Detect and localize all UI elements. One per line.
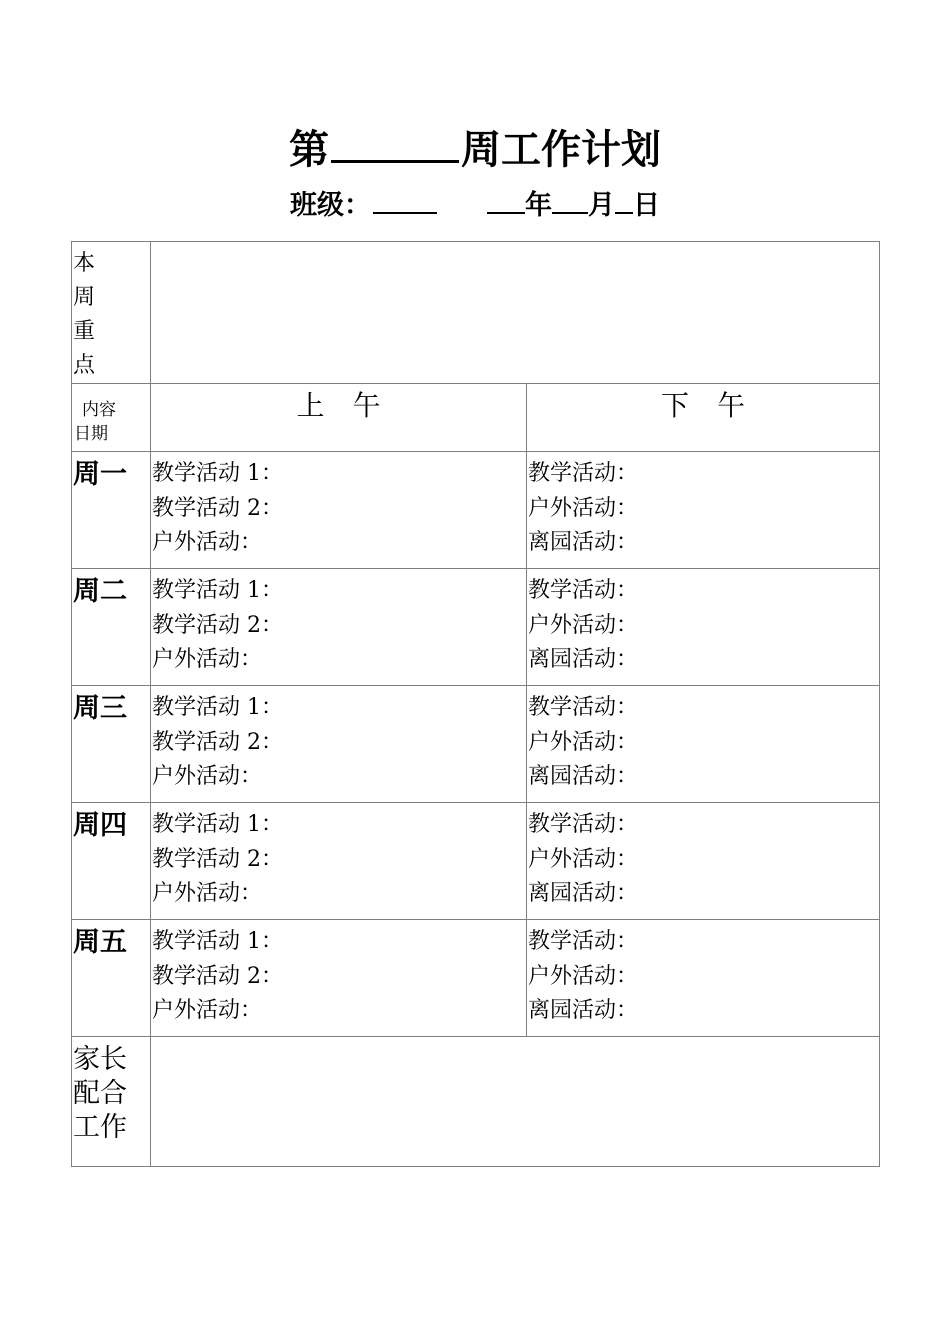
activity-line: 教学活动 1： — [152, 461, 283, 486]
title-suffix: 周工作计划 — [461, 127, 661, 173]
day-blank — [615, 186, 633, 214]
day-label: 日 — [633, 190, 660, 221]
day-name: 周一 — [73, 459, 127, 490]
parent-label-line: 工作 — [73, 1112, 127, 1143]
activity-line: 户外活动： — [528, 846, 639, 872]
activity-line: 教学活动 2： — [152, 612, 283, 638]
day-name: 周四 — [73, 810, 127, 841]
focus-char: 本 — [73, 251, 96, 276]
afternoon-cell — [527, 803, 880, 920]
afternoon-cell — [527, 569, 880, 686]
day-row — [72, 803, 880, 920]
activity-line: 教学活动： — [528, 461, 639, 486]
month-label: 月 — [588, 190, 615, 221]
focus-char: 重 — [73, 319, 96, 344]
activity-line: 户外活动： — [152, 647, 263, 672]
activity-line: 教学活动 1： — [152, 812, 283, 837]
activity-line: 教学活动 2： — [152, 846, 283, 872]
activity-line: 离园活动： — [528, 881, 639, 906]
activity-line: 教学活动 2： — [152, 495, 283, 521]
focus-row — [72, 242, 880, 384]
header-row — [72, 384, 880, 452]
week-number-blank — [331, 120, 459, 163]
activity-line: 教学活动 1： — [152, 695, 283, 720]
morning-cell — [151, 686, 527, 803]
day-row — [72, 452, 880, 569]
year-label: 年 — [525, 190, 552, 221]
activity-line: 户外活动： — [528, 963, 639, 989]
day-name: 周三 — [73, 693, 127, 724]
morning-header: 上 午 — [151, 384, 527, 452]
class-blank — [373, 186, 437, 214]
page-title — [0, 120, 950, 178]
day-label-cell — [72, 920, 151, 1037]
morning-cell — [151, 569, 527, 686]
activity-line: 户外活动： — [152, 764, 263, 789]
activity-line: 教学活动 2： — [152, 729, 283, 755]
activity-line: 教学活动： — [528, 812, 639, 837]
month-blank — [552, 186, 588, 214]
activity-line: 离园活动： — [528, 764, 639, 789]
day-row — [72, 920, 880, 1037]
morning-cell — [151, 920, 527, 1037]
activity-line: 户外活动： — [152, 530, 263, 555]
class-label: 班级： — [290, 190, 371, 221]
afternoon-cell — [527, 452, 880, 569]
activity-line: 户外活动： — [152, 881, 263, 906]
parent-label-line: 配合 — [73, 1078, 127, 1109]
parent-content-cell — [151, 1037, 880, 1167]
day-label-cell — [72, 569, 151, 686]
activity-line: 户外活动： — [152, 998, 263, 1023]
subtitle-line — [0, 186, 950, 225]
date-label: 日期 — [74, 424, 108, 444]
day-row — [72, 569, 880, 686]
day-label-cell — [72, 686, 151, 803]
title-prefix: 第 — [289, 127, 329, 173]
morning-cell — [151, 452, 527, 569]
day-name: 周五 — [73, 927, 127, 958]
parent-label-cell — [72, 1037, 151, 1167]
day-label-cell — [72, 803, 151, 920]
afternoon-cell — [527, 686, 880, 803]
activity-line: 教学活动： — [528, 929, 639, 954]
weekly-plan-table — [71, 241, 880, 1167]
header-label-cell — [72, 384, 151, 452]
day-name: 周二 — [73, 576, 127, 607]
focus-content-cell — [151, 242, 880, 384]
activity-line: 户外活动： — [528, 729, 639, 755]
parent-label-line: 家长 — [73, 1044, 127, 1075]
focus-char: 点 — [73, 353, 96, 378]
focus-char: 周 — [73, 285, 96, 310]
morning-cell — [151, 803, 527, 920]
activity-line: 离园活动： — [528, 998, 639, 1023]
activity-line: 教学活动： — [528, 578, 639, 603]
activity-line: 离园活动： — [528, 530, 639, 555]
focus-label-cell — [72, 242, 151, 384]
day-label-cell — [72, 452, 151, 569]
activity-line: 户外活动： — [528, 612, 639, 638]
content-label: 内容 — [82, 400, 116, 420]
activity-line: 离园活动： — [528, 647, 639, 672]
parent-row — [72, 1037, 880, 1167]
day-row — [72, 686, 880, 803]
afternoon-cell — [527, 920, 880, 1037]
activity-line: 教学活动： — [528, 695, 639, 720]
activity-line: 教学活动 2： — [152, 963, 283, 989]
year-blank — [487, 186, 525, 214]
afternoon-header: 下 午 — [527, 384, 880, 452]
activity-line: 教学活动 1： — [152, 929, 283, 954]
activity-line: 户外活动： — [528, 495, 639, 521]
activity-line: 教学活动 1： — [152, 578, 283, 603]
